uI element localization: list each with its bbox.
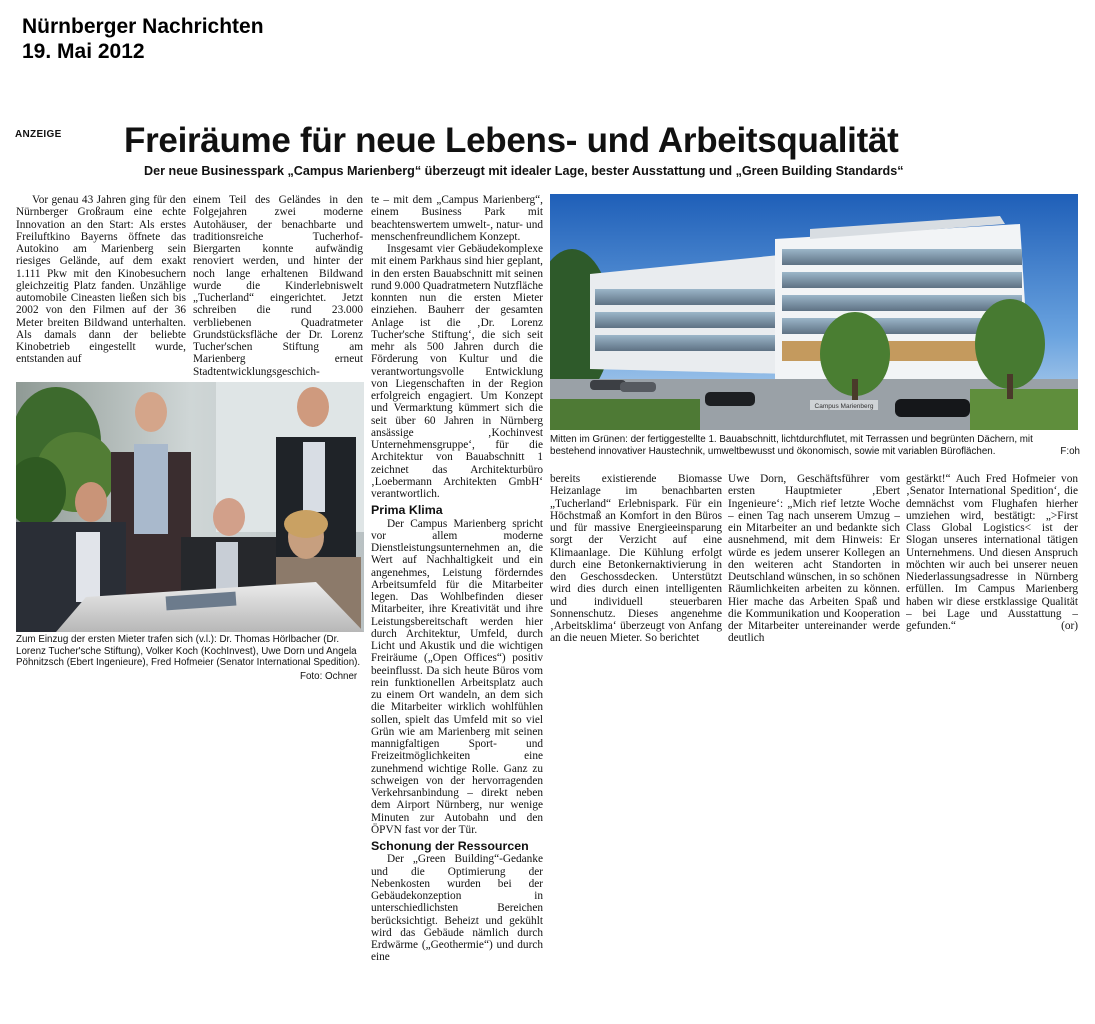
paragraph: Der Campus Marienberg spricht vor allem moderne Dienstleistungsunternehmen an, die Wert auf Nachhaltigkeit und ein angenehmes, Leistung förderndes Arbeitsumfeld für die Mitarbeiter legen. Das Wohlbefinden dieser Mitarbeiter, ihre Kreativität und ihre Leistungsbereitschaft werden hier durch Architektur, Umfeld, durch Licht und Akustik und die wichtigen Freiräume („Open Offices“) positiv beeinflusst. Da sich heute Büros vom rein funktionellen Arbeitsplatz auch zu einem Ort wandeln, an dem sich die Mitarbeiter wirklich wohlfühlen sollen, spielt das Umfeld mit so viel Grün wie am Marienberg mit seinen mannigfaltigen Sport- und Freizeitmöglichkeiten eine zunehmend wichtige Rolle. Ganz zu schweigen von der hervorragenden Verkehrsanbindung – direkt neben dem Airport Nürnberg, nur wenige Minuten zur Autobahn und den ÖPVN fast vor der Tür. <box>371 517 543 836</box>
article-column-1 <box>16 194 186 379</box>
building-caption-text: Mitten im Grünen: der fertiggestellte 1. Bauabschnitt, lichtdurchflutet, mit Terrassen und begrünten Dächern, mit bestehend innovativer Haustechnik, umweltbewusst und ökonomisch, sowie mit variablen Büroflächen. <box>550 434 1033 457</box>
paragraph <box>906 473 1078 632</box>
article-column-4 <box>550 473 722 673</box>
building-photo-caption <box>550 434 1080 457</box>
ad-label: ANZEIGE <box>15 129 62 140</box>
paragraph: Uwe Dorn, Geschäftsführer vom ersten Hauptmieter ‚Ebert Ingenieure‘: „Mich rief letzte Woche – einen Tag nach unserem Umzug – ein Mitarbeiter an und bedankte sich ausnehmend, mit dem Hinweis: Er würde es jedem unserer Kollegen an den weiteren acht Standorten in Deutschland wünschen, in so schönen Räumlichkeiten arbeiten zu können. Hier mache das Arbeiten Spaß und die Kommunikation und Kooperation der Mitarbeiter untereinander werde deutlich <box>728 473 900 645</box>
paragraph: te – mit dem „Campus Marienberg“, einem Business Park mit beachtenswertem umwelt-, natur- und menschenfreundlichem Konzept. <box>371 194 543 243</box>
people-photo-caption: Zum Einzug der ersten Mieter trafen sich (v.l.): Dr. Thomas Hörlbacher (Dr. Lorenz Tucher'sche Stiftung), Volker Koch (KochInvest), Uwe Dorn und Angela Pöhnitzsch (Ebert Ingenieure), Fred Hofmeier (Senator International Spedition). <box>16 634 361 668</box>
author-initials: (or) <box>1061 620 1078 632</box>
subheading-ressourcen: Schonung der Ressourcen <box>371 839 529 853</box>
article-column-6 <box>906 473 1078 673</box>
people-photo-credit: Foto: Ochner <box>300 671 358 682</box>
headline: Freiräume für neue Lebens- und Arbeitsqualität <box>124 121 899 160</box>
article-column-5 <box>728 473 900 673</box>
paragraph: Insgesamt vier Gebäudekomplexe mit einem Parkhaus sind hier geplant, in den ersten Bauabschnitt mit seinen rund 9.000 Quadratmetern Nutzfläche konnten nun die ersten Mieter einziehen. Bauherr der gesamten Anlage ist die ‚Dr. Lorenz Tucher'sche Stiftung‘, die sich seit mehr als 500 Jahren durch die Förderung von Kultur und die verantwortungsvolle Entwicklung von Liegenschaften in der Region erfolgreich engagiert. Um Konzept und Vermarktung kümmert sich die seit über 60 Jahren in Nürnberg ansässige ‚Kochinvest Unternehmensgruppe‘, für die Architektur von Bauabschnitt 1 zeichnet das Architekturbüro ‚Loebermann Architekten GmbH‘ verantwortlich. <box>371 243 543 500</box>
building-photo <box>550 194 1078 430</box>
paragraph-text: gestärkt!“ Auch Fred Hofmeier von ‚Senator International Spedition‘, die demnächst vom Flughafen hierher umziehen wird, bestätigt: „>First Class Global Logistics< ist der Slogan unseres international tätigen Unternehmens. Und diesen Anspruch möchten wir auch bei unserer neuen Niederlassungsadresse in Nürnberg erfüllen. Im Campus Marienberg haben wir diese erstklassige Qualität – bei Lage und Ausstattung – gefunden.“ <box>906 473 1078 632</box>
subheadline: Der neue Businesspark „Campus Marienberg“ überzeugt mit idealer Lage, bester Ausstattung und „Green Building Standards“ <box>144 164 904 178</box>
paragraph: bereits existierende Biomasse Heizanlage im benachbarten „Tucherland“ Erlebnispark. Für ein Höchstmaß an Komfort in den Büros und für massive Energieeinsparung sorgt der Verzicht auf eine Klimaanlage. Die Kühlung erfolgt durch eine Betonkernaktivierung in den Geschossdecken. Unterstützt wird dies durch einen intelligenten und individuell steuerbaren Sonnenschutz. Dieses angenehme ‚Arbeitsklima‘ überzeugt von Anfang an die neuen Mieter. So berichtet <box>550 473 722 645</box>
paragraph: Der „Green Building“-Gedanke und die Optimierung der Nebenkosten wurden bei der Gebäudekonzeption in unterschiedlichsten Bereichen berücksichtigt. Beheizt und gekühlt wird das Gebäude nämlich durch Erdwärme („Geothermie“) und durch eine <box>371 853 543 964</box>
people-photo <box>16 382 364 632</box>
article-column-3 <box>371 194 543 1022</box>
subheading-klima: Prima Klima <box>371 503 443 518</box>
paragraph: einem Teil des Geländes in den Folgejahren zwei moderne Autohäuser, der benachbarte und traditionsreiche Tucherhof-Biergarten konnte aufwändig renoviert werden, und hinter der noch lange erhaltenen Bildwand wurde die Kinderlebniswelt „Tucherland“ eingerichtet. Jetzt schreiben die rund 23.000 verbliebenen Quadratmeter Grundstücksfläche der Dr. Lorenz Tucher'schen Stiftung am Marienberg erneut Stadtentwicklungsgeschich- <box>193 194 363 378</box>
publication-date: 19. Mai 2012 <box>22 40 145 63</box>
building-photo-credit: F:oh <box>1060 445 1080 457</box>
article-column-2 <box>193 194 363 379</box>
paragraph: Vor genau 43 Jahren ging für den Nürnberger Großraum eine echte Innovation an den Start: Als erstes Freiluftkino Bayerns öffnete das Autokino am Marienberg sein riesiges Gelände, auf dem exakt 1.111 Pkw mit den Kinobesuchern gleichzeitig Platz fanden. Unzählige automobile Cineasten ließen sich bis 2002 von den Filmen auf der 36 Meter breiten Bildwand unterhalten. Als damals dann der beliebte Kinobetrieb eingestellt wurde, entstanden auf <box>16 194 186 366</box>
building-sign: Campus Marienberg <box>814 403 874 410</box>
publication-name: Nürnberger Nachrichten <box>22 15 264 38</box>
